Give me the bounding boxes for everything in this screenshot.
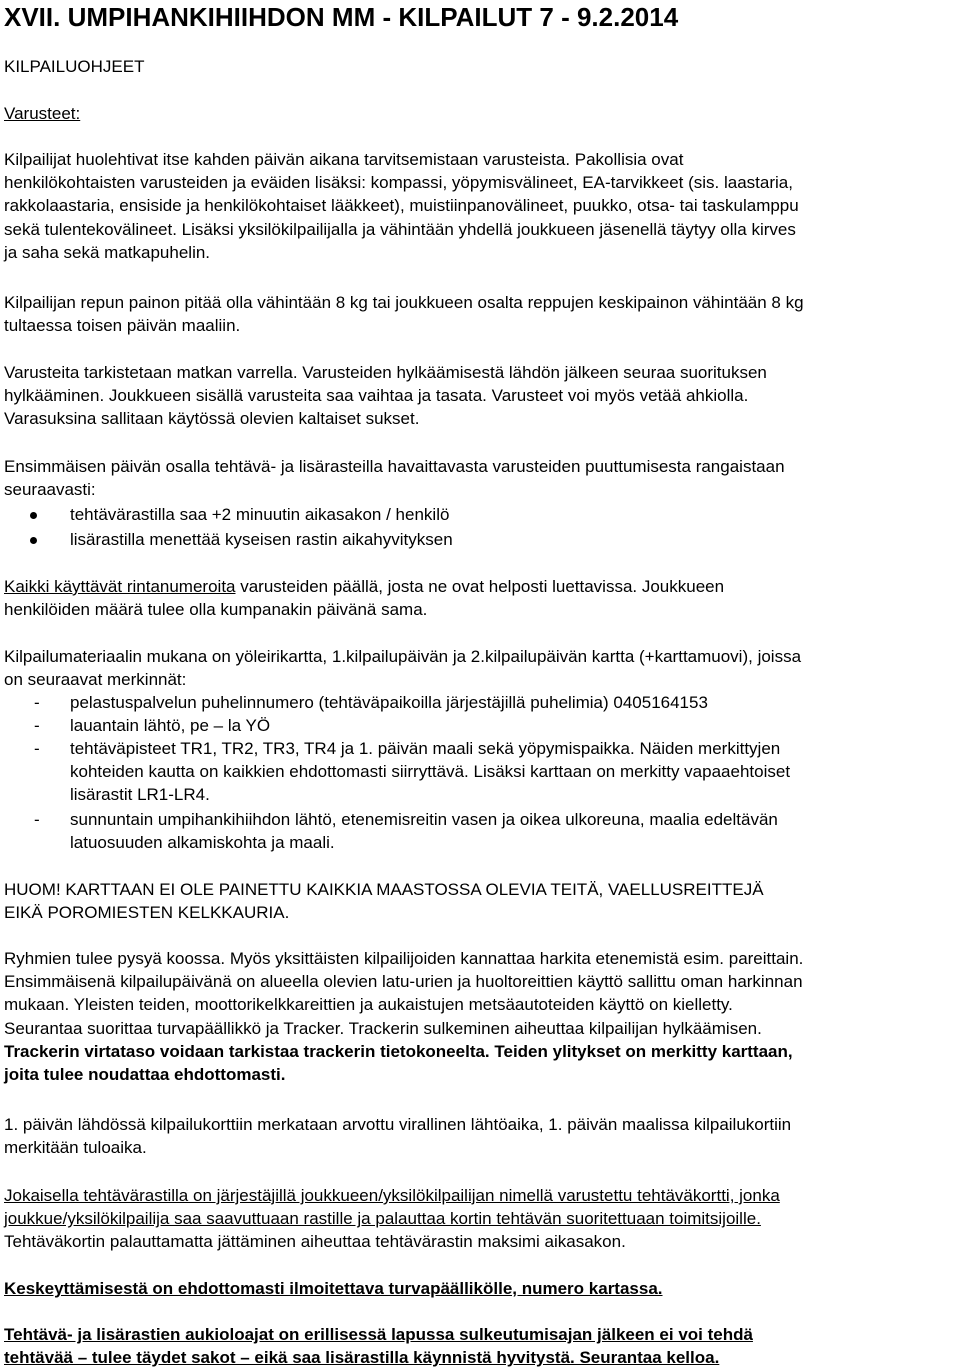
paragraph-groups bbox=[4, 947, 956, 1086]
paragraph-backpack-weight bbox=[4, 291, 956, 337]
text-line: Ensimmäisenä kilpailupäivänä on alueella olevien latu-urien ja huoltoreittien käyttö sallittu oman harkinnan bbox=[4, 972, 803, 992]
paragraph-bib-numbers bbox=[4, 575, 956, 621]
text-line: hylkääminen. Joukkueen sisällä varusteita saa vaihtaa ja tasata. Varusteet voi myös vetää ahkiolla. bbox=[4, 386, 749, 406]
text-line: mukaan. Yleisten teiden, moottorikelkkareittien ja aukaistujen metsäautoteiden käyttö on kielletty. bbox=[4, 995, 733, 1015]
text-line: joukkue/yksilökilpailija saa saavuttuaan rastille ja palauttaa kortin tehtävän suoritettuaan toimitsijoille. bbox=[4, 1209, 761, 1229]
text-line: ja saha sekä matkapuhelin. bbox=[4, 242, 211, 262]
text-line: merkitään tuloaika. bbox=[4, 1138, 147, 1158]
paragraph-opening-times bbox=[4, 1323, 956, 1369]
text-line: tehtävää – tulee täydet sakot – eikä saa lisärastilla käynnistä hyvitystä. Seurantaa kelloa. bbox=[4, 1348, 720, 1368]
text-line: Seurantaa suorittaa turvapäällikkö ja Tracker. Trackerin sulkeminen aiheuttaa kilpailijan hylkäämisen. bbox=[4, 1018, 762, 1038]
text-line: 1. päivän lähdössä kilpailukorttiin merkataan arvottu virallinen lähtöaika, 1. päivän maalissa kilpailukortiin bbox=[4, 1115, 792, 1134]
paragraph-notice bbox=[4, 878, 956, 924]
document-title: XVII. UMPIHANKIHIIHDON MM - KILPAILUT 7 - 9.2.2014 bbox=[4, 2, 679, 32]
text-line: tultaessa toisen päivän maaliin. bbox=[4, 316, 241, 336]
text-line: Kaikki käyttävät rintanumeroita varusteiden päällä, josta ne ovat helposti luettavissa. Joukkueen bbox=[4, 577, 725, 596]
subsection-heading: Varusteet: bbox=[4, 104, 81, 123]
text-line: Ensimmäisen päivän osalla tehtävä- ja lisärasteilla havaittavasta varusteiden puuttumisesta rangaistaan bbox=[4, 457, 785, 476]
text-line: Keskeyttämisestä on ehdottomasti ilmoitettava turvapäällikölle, numero kartassa. bbox=[4, 1279, 663, 1298]
text-line: Jokaisella tehtävärastilla on järjestäjillä joukkueen/yksilökilpailijan nimellä varustettu tehtäväkortti, jonka bbox=[4, 1186, 780, 1205]
dash-marker: - bbox=[34, 810, 40, 829]
dash-marker: - bbox=[34, 693, 40, 712]
text-line: Kilpailijat huolehtivat itse kahden päivän aikana tarvitsemistaan varusteista. Pakollisia ovat bbox=[4, 150, 684, 169]
text-line: Varasuksina sallitaan käytössä olevien kaltaiset sukset. bbox=[4, 409, 420, 429]
bullet-icon bbox=[30, 528, 37, 551]
text-line: seuraavasti: bbox=[4, 480, 96, 500]
text-line: Tehtäväkortin palauttamatta jättäminen aiheuttaa tehtävärastin maksimi aikasakon. bbox=[4, 1232, 626, 1252]
text-line: sekä tulentekovälineet. Lisäksi yksilökilpailijalla ja vähintään yhdellä joukkueen jäsenellä täytyy olla kirves bbox=[4, 219, 796, 239]
dash-marker: - bbox=[34, 716, 40, 735]
paragraph-withdrawal bbox=[4, 1277, 956, 1300]
text-line: Varusteita tarkistetaan matkan varrella. Varusteiden hylkäämisestä lähdön jälkeen seuraa suorituksen bbox=[4, 363, 767, 382]
text-line: EIKÄ POROMIESTEN KELKKAURIA. bbox=[4, 903, 290, 923]
text-line: on seuraavat merkinnät: bbox=[4, 670, 187, 690]
paragraph-competition-card bbox=[4, 1113, 956, 1159]
paragraph-task-card bbox=[4, 1184, 956, 1254]
text-line: henkilöiden määrä tulee olla kumpanakin päivänä sama. bbox=[4, 600, 428, 620]
section-heading: KILPAILUOHJEET bbox=[4, 57, 145, 76]
bullet-icon bbox=[30, 503, 37, 526]
underlined-phrase: Kaikki käyttävät rintanumeroita bbox=[4, 577, 236, 596]
text-line: Ryhmien tulee pysyä koossa. Myös yksittäisten kilpailijoiden kannattaa harkita etenemistä esim. pareittain. bbox=[4, 949, 804, 968]
paragraph-map-material bbox=[4, 645, 956, 691]
paragraph-equipment bbox=[4, 148, 956, 264]
text-line: Kilpailumateriaalin mukana on yöleirikartta, 1.kilpailupäivän ja 2.kilpailupäivän kartta (+karttamuovi), joissa bbox=[4, 647, 802, 666]
paragraph-penalties bbox=[4, 455, 956, 501]
text-line: Tehtävä- ja lisärastien aukioloajat on erillisessä lapussa sulkeutumisajan jälkeen ei voi tehdä bbox=[4, 1325, 753, 1344]
dash-marker: - bbox=[34, 739, 40, 758]
text-line: HUOM! KARTTAAN EI OLE PAINETTU KAIKKIA MAASTOSSA OLEVIA TEITÄ, VAELLUSREITTEJÄ bbox=[4, 880, 764, 899]
text-line: joita tulee noudattaa ehdottomasti. bbox=[4, 1065, 286, 1085]
text-line: Kilpailijan repun painon pitää olla vähintään 8 kg tai joukkueen osalta reppujen keskipainon vähintään 8 kg bbox=[4, 293, 804, 312]
text-line: Trackerin virtataso voidaan tarkistaa trackerin tietokoneelta. Teiden ylitykset on merkitty karttaan, bbox=[4, 1041, 793, 1061]
paragraph-equipment-check bbox=[4, 361, 956, 431]
text-line: rakkolaastaria, ensiside ja henkilökohtaiset lääkkeet), muistiinpanovälineet, puukko, otsa- tai taskulamppu bbox=[4, 196, 799, 216]
text-line: henkilökohtaisten varusteiden ja eväiden lisäksi: kompassi, yöpymisvälineet, EA-tarvikkeet (sis. laastaria, bbox=[4, 173, 793, 193]
